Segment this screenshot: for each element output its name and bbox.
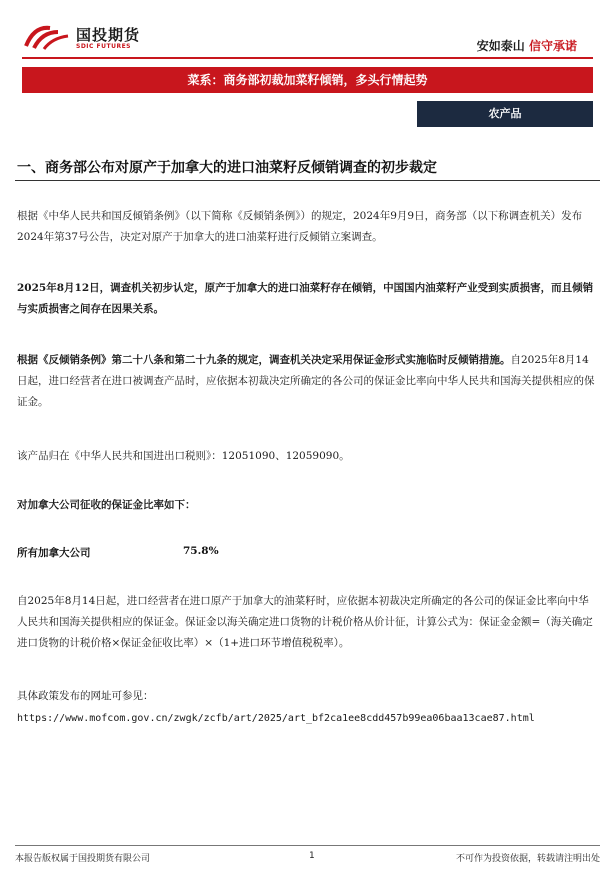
section-heading: 一、商务部公布对原产于加拿大的进口油菜籽反倾销调查的初步裁定 — [17, 160, 437, 176]
header-divider — [22, 57, 593, 59]
paragraph-2: 2025年8月12日，调查机关初步认定，原产于加拿大的进口油菜籽存在倾销，中国国内油菜籽产业受到实质损害，而且倾销与实质损害之间存在因果关系。 — [17, 282, 594, 315]
footer-divider — [15, 845, 600, 846]
report-title-banner: 菜系：商务部初裁加菜籽倾销，多头行情起势 — [22, 67, 593, 93]
slogan-part-2: 信守承诺 — [528, 39, 577, 53]
brand-name-en: SDIC FUTURES — [76, 43, 132, 50]
paragraph-1: 根据《中华人民共和国反倾销条例》（以下简称《反倾销条例》）的规定，2024年9月9日，商务部（以下称调查机关）发布2024年第37号公告，决定对原产于加拿大的进口油菜籽进行反倾销立案调查。 — [17, 210, 583, 243]
sdic-logo-icon — [24, 24, 72, 50]
slogan — [477, 37, 577, 54]
brand-name-cn: 国投期货 — [76, 26, 141, 44]
slogan-part-1: 安如泰山 — [476, 39, 525, 53]
paragraph-3 — [17, 350, 597, 413]
policy-link[interactable]: https://www.mofcom.gov.cn/zwgk/zcfb/art/2025/art_bf2ca1ee8cdd457b99ea06baa13cae87.html — [17, 713, 535, 724]
paragraph-4: 该产品归在《中华人民共和国进出口税则》：12051090、12059090。 — [17, 450, 350, 462]
footer-copyright: 本报告版权属于国投期货有限公司 — [15, 854, 151, 864]
paragraph-7: 具体政策发布的网址可参见： — [17, 690, 154, 702]
paragraph-3-lead: 根据《反倾销条例》第二十八条和第二十九条的规定，调查机关决定采用保证金形式实施临时反倾销措施。 — [17, 354, 511, 366]
rate-row-label: 所有加拿大公司 — [17, 547, 91, 559]
brand-logo — [24, 24, 164, 50]
paragraph-5: 对加拿大公司征收的保证金比率如下： — [17, 499, 196, 511]
footer-disclaimer: 不可作为投资依据，转载请注明出处 — [455, 854, 600, 864]
paragraph-6: 自2025年8月14日起，进口经营者在进口原产于加拿大的油菜籽时，应依据本初裁决定所确定的各公司的保证金比率向中华人民共和国海关提供相应的保证金。保证金以海关确定进口货物的计税价格从价计征，计算公式为：保证金金额=（海关确定进口货物的计税价格×保证金征收比率）×（1+进口环节增值税税率）。 — [17, 595, 593, 649]
rate-row-value: 75.8% — [183, 545, 219, 557]
page-number: 1 — [309, 851, 315, 861]
section-divider — [15, 180, 600, 181]
paragraph-3-body: 自2025年8月14日起，进口经营者在进口被调查产品时，应依据本初裁决定所确定的各公司的保证金比率向中华人民共和国海关提供相应的保证金。 — [17, 354, 595, 408]
category-tag: 农产品 — [417, 101, 593, 127]
